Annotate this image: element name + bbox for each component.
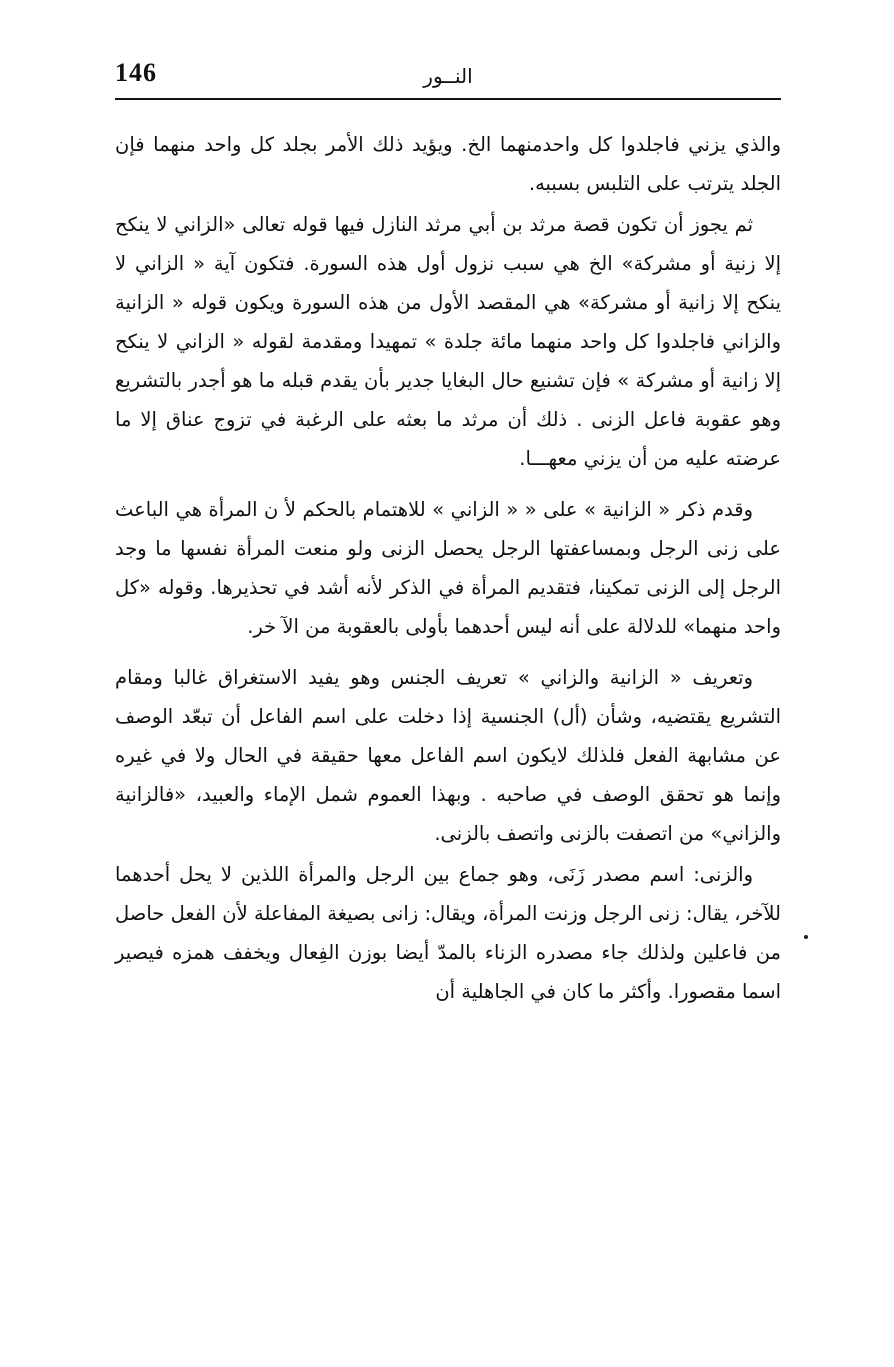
paragraph-3: وقدم ذكر « الزانية » على « « الزاني » للاهتمام بالحكم لأ ن المرأة هي الباعث على زنى الرجل وبمساعفتها الرجل يحصل الزنى ولو منعت المرأة نفسها ما وجد الرجل إلى الزنى تمكينا، فتقديم المرأة في الذكر لأنه أشد في تحذيرها. وقوله «كل واحد منهما» للدلالة على أنه ليس أحدهما بأولى بالعقوبة من الآ خر. xyxy=(115,498,781,638)
chapter-title: النــور xyxy=(423,64,473,88)
paragraph-1: والذي يزني فاجلدوا كل واحدمنهما الخ. ويؤيد ذلك الأمر بجلد كل واحد منهما فإن الجلد يترتب على التلبس بسببه. xyxy=(115,133,781,195)
paragraph-5: والزنى: اسم مصدر زَنَى، وهو جماع بين الرجل والمرأة اللذين لا يحل أحدهما للآخر، يقال: زنى الرجل وزنت المرأة، ويقال: زانى بصيغة المفاعلة لأن الفعل حاصل من فاعلين ولذلك جاء مصدره الزناء بالمدّ أيضا بوزن الفِعال ويخفف همزه فيصير اسما مقصورا. وأكثر ما كان في الجاهلية أن xyxy=(115,863,781,1003)
paragraph-4: وتعريف « الزانية والزاني » تعريف الجنس وهو يفيد الاستغراق غالبا ومقام التشريع يقتضيه، وشأن (أل) الجنسية إذا دخلت على اسم الفاعل أن تبعّد الوصف عن مشابهة الفعل فلذلك لايكون اسم الفاعل معها حقيقة في الحال ولا في غيره وإنما هو تحقق الوصف في صاحبه . وبهذا العموم شمل الإماء والعبيد، «فالزانية والزاني» من اتصفت بالزنى واتصف بالزنى. xyxy=(115,666,781,845)
margin-dot xyxy=(804,935,808,939)
body-text xyxy=(115,125,781,1023)
header-rule xyxy=(115,98,781,100)
paragraph-2: ثم يجوز أن تكون قصة مرثد بن أبي مرثد النازل فيها قوله تعالى «الزاني لا ينكح إلا زنية أو مشركة» الخ هي سبب نزول أول هذه السورة. فتكون آية « الزاني لا ينكح إلا زانية أو مشركة» هي المقصد الأول من هذه السورة ويكون قوله « الزانية والزاني فاجلدوا كل واحد منهما مائة جلدة » تمهيدا ومقدمة لقوله « الزاني لا ينكح إلا زانية أو مشركة » فإن تشنيع حال البغايا جدير بأن يقدم قبله ما هو أجدر بالتشريع وهو عقوبة فاعل الزنى . ذلك أن مرثد ما بعثه على الرغبة في تزوج عناق إلا ما عرضته عليه من أن يزني معهـــا. xyxy=(115,213,781,470)
page-number: 146 xyxy=(115,58,157,87)
page-header xyxy=(115,56,781,98)
